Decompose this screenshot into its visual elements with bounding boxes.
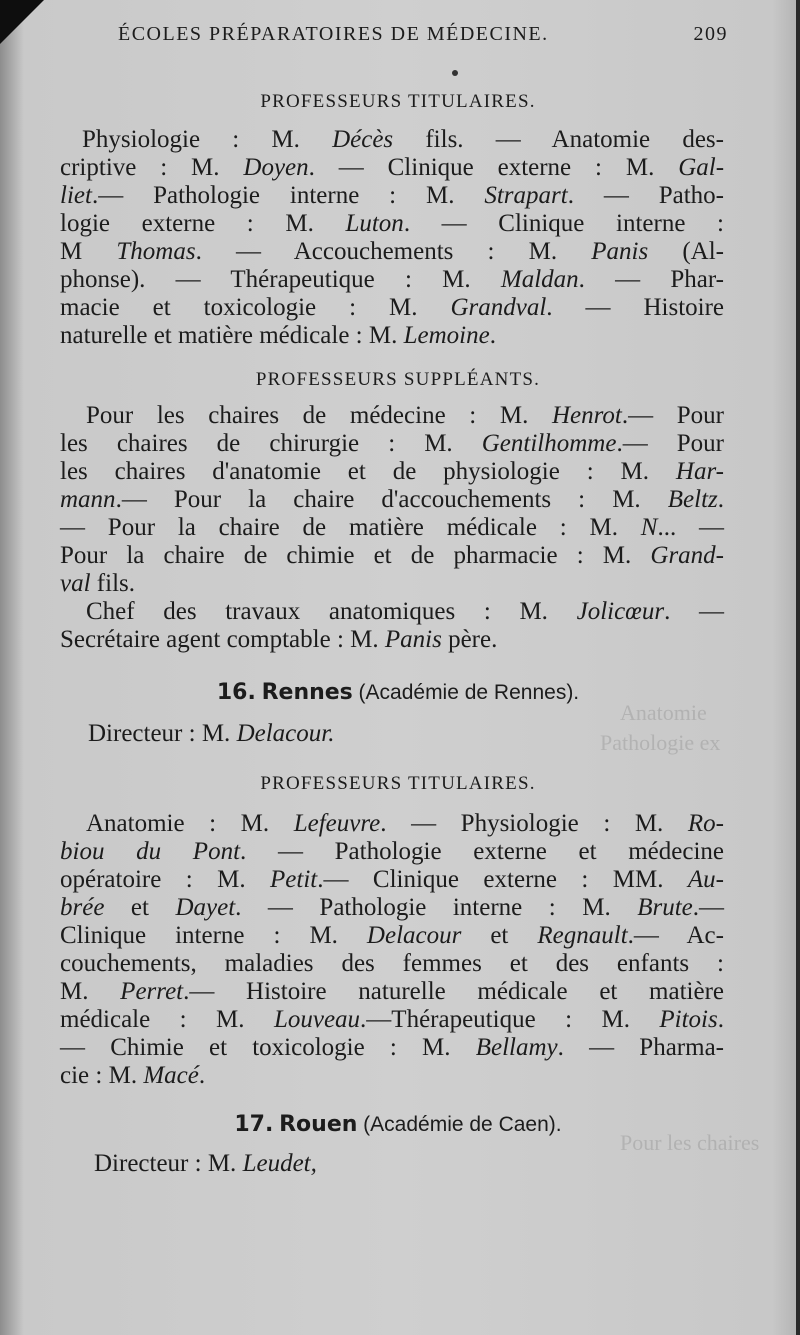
bleed-through: Pathologie ex bbox=[600, 730, 721, 755]
line-text: — Chimie et toxicologie : M. bbox=[60, 1034, 476, 1061]
text-line bbox=[60, 866, 724, 894]
person-name: Doyen bbox=[243, 154, 309, 181]
line-text: .— Pour bbox=[621, 402, 724, 429]
text-line bbox=[60, 514, 724, 542]
text-line bbox=[60, 894, 724, 922]
line-text: (Al- bbox=[648, 238, 724, 265]
line-text: .— Histoire naturelle médicale et matière bbox=[183, 978, 724, 1005]
person-name: Au- bbox=[687, 866, 724, 893]
person-name: Gal- bbox=[678, 154, 725, 181]
directeur-label: Directeur : M. bbox=[88, 720, 237, 747]
line-text: . — Phar- bbox=[578, 266, 725, 293]
line-text: . — Clinique externe : M. bbox=[308, 154, 679, 181]
text-line bbox=[60, 266, 724, 294]
line-text: criptive : M. bbox=[60, 154, 244, 181]
text-line bbox=[60, 838, 724, 866]
person-name: biou du Pont bbox=[60, 838, 241, 865]
line-text: les chaires de chirurgie : M. bbox=[60, 430, 482, 457]
person-name: val bbox=[60, 570, 91, 597]
text-line bbox=[60, 570, 724, 598]
directeur-line-rouen bbox=[94, 1150, 796, 1178]
text-line bbox=[60, 486, 724, 514]
page-corner-shadow bbox=[0, 0, 44, 44]
line-text: cie : M. bbox=[60, 1062, 144, 1089]
heading-professeurs-titulaires: PROFESSEURS TITULAIRES. bbox=[260, 91, 536, 112]
directeur-label: Directeur : M. bbox=[94, 1150, 243, 1177]
text-line bbox=[60, 238, 724, 266]
line-text: . — Pharma- bbox=[557, 1034, 724, 1061]
person-name: Macé bbox=[143, 1062, 199, 1089]
person-name: Panis bbox=[591, 238, 649, 265]
text-line bbox=[60, 154, 724, 182]
section-number: 16. bbox=[216, 680, 256, 705]
text-line bbox=[60, 322, 724, 350]
line-text: . — Pathologie interne : M. bbox=[235, 894, 638, 921]
academy-label: (Académie de Caen). bbox=[363, 1113, 562, 1136]
line-text: . — Clinique interne : bbox=[403, 210, 724, 237]
person-name: Bellamy bbox=[475, 1034, 558, 1061]
person-name: Luton bbox=[345, 210, 404, 237]
person-name: Décès bbox=[332, 126, 394, 153]
line-text: père. bbox=[441, 626, 498, 653]
person-name: Har- bbox=[675, 458, 724, 485]
line-text: Secrétaire agent comptable : M. bbox=[60, 626, 385, 653]
line-text: M. bbox=[60, 978, 121, 1005]
person-name: N bbox=[640, 514, 658, 541]
person-name: Pitois bbox=[659, 1006, 718, 1033]
text-line bbox=[86, 402, 724, 430]
text-line bbox=[60, 626, 724, 654]
person-name: Regnault bbox=[537, 922, 628, 949]
line-text: .— Pour bbox=[616, 430, 724, 457]
text-line bbox=[60, 182, 724, 210]
running-head bbox=[118, 20, 728, 48]
line-text: .— Pour la chaire d'accouchements : M. bbox=[115, 486, 668, 513]
person-name: Lemoine bbox=[403, 322, 490, 349]
line-text: . bbox=[198, 1062, 206, 1089]
line-text: couchements, maladies des femmes et des enfants : bbox=[60, 950, 724, 977]
person-name: mann bbox=[60, 486, 116, 513]
person-name: Beltz bbox=[667, 486, 718, 513]
line-text: .—Thérapeutique : M. bbox=[360, 1006, 660, 1033]
person-name: Dayet bbox=[175, 894, 236, 921]
text-line bbox=[60, 922, 724, 950]
line-text: logie externe : M. bbox=[60, 210, 346, 237]
person-name: Ro- bbox=[687, 810, 724, 837]
person-name: Petit bbox=[270, 866, 318, 893]
line-text: macie et toxicologie : M. bbox=[60, 294, 451, 321]
line-text: . bbox=[489, 322, 496, 349]
line-text: et bbox=[104, 894, 176, 921]
line-text: et bbox=[461, 922, 538, 949]
text-line bbox=[60, 430, 724, 458]
heading-professeurs-suppleants: PROFESSEURS SUPPLÉANTS. bbox=[255, 369, 541, 390]
line-text: fils. — Anatomie des- bbox=[393, 126, 724, 153]
directeur-name: Delacour. bbox=[236, 720, 335, 747]
person-name: Maldan bbox=[500, 266, 579, 293]
line-text: Chef des travaux anatomiques : M. bbox=[86, 598, 577, 625]
text-line bbox=[60, 950, 724, 978]
line-text: naturelle et matière médicale : M. bbox=[60, 322, 404, 349]
line-text: fils. bbox=[90, 570, 135, 597]
person-name: Grand- bbox=[650, 542, 724, 569]
person-name: Strapart bbox=[484, 182, 568, 209]
line-text: phonse). — Thérapeutique : M. bbox=[60, 266, 501, 293]
ink-dot bbox=[452, 70, 458, 76]
text-line bbox=[82, 126, 724, 154]
text-line bbox=[60, 294, 724, 322]
person-name: Louveau bbox=[273, 1006, 361, 1033]
bleed-through: Pour les chaires bbox=[620, 1130, 760, 1155]
line-text: .— Pathologie interne : M. bbox=[91, 182, 485, 209]
person-name: Jolicœur bbox=[576, 598, 665, 625]
person-name: liet bbox=[60, 182, 92, 209]
running-head-title: ÉCOLES PRÉPARATOIRES DE MÉDECINE. bbox=[118, 23, 549, 45]
line-text: Pour les chaires de médecine : M. bbox=[86, 402, 552, 429]
line-text: — Pour la chaire de matière médicale : M. bbox=[60, 514, 641, 541]
line-text: .— Ac- bbox=[627, 922, 724, 949]
person-name: brée bbox=[60, 894, 105, 921]
person-name: Henrot bbox=[551, 402, 622, 429]
line-text: . bbox=[717, 486, 724, 513]
text-line bbox=[60, 1034, 724, 1062]
line-text: . — Accouchements : M. bbox=[195, 238, 592, 265]
line-text: les chaires d'anatomie et de physiologie : M. bbox=[60, 458, 676, 485]
line-text: Pour la chaire de chimie et de pharmacie : M. bbox=[60, 542, 651, 569]
person-name: Panis bbox=[384, 626, 442, 653]
person-name: Lefeuvre bbox=[293, 810, 381, 837]
text-line bbox=[86, 598, 724, 626]
directeur-name: Leudet, bbox=[242, 1150, 317, 1177]
line-text: .— Clinique externe : MM. bbox=[317, 866, 688, 893]
line-text: M bbox=[60, 238, 117, 265]
line-text: . — Pathologie externe et médecine bbox=[240, 838, 724, 865]
text-line bbox=[60, 542, 724, 570]
academy-label: (Académie de Rennes). bbox=[358, 681, 580, 704]
text-line bbox=[86, 810, 724, 838]
line-text: médicale : M. bbox=[60, 1006, 274, 1033]
line-text: .— bbox=[692, 894, 724, 921]
line-text: . — Patho- bbox=[567, 182, 724, 209]
section-17-rouen bbox=[0, 1110, 796, 1139]
line-text: . — Histoire bbox=[546, 294, 725, 321]
page-number: 209 bbox=[693, 23, 728, 45]
directeur-line-rennes bbox=[88, 720, 796, 748]
text-line bbox=[60, 978, 724, 1006]
person-name: Delacour bbox=[366, 922, 462, 949]
text-line bbox=[60, 458, 724, 486]
person-name: Perret bbox=[120, 978, 184, 1005]
line-text: Clinique interne : M. bbox=[60, 922, 367, 949]
section-number: 17. bbox=[234, 1112, 274, 1137]
text-line bbox=[60, 1062, 724, 1090]
person-name: Grandval bbox=[450, 294, 547, 321]
line-text: ... — bbox=[657, 514, 725, 541]
city-name: Rouen bbox=[279, 1112, 358, 1137]
line-text: opératoire : M. bbox=[60, 866, 271, 893]
line-text: . — bbox=[664, 598, 724, 625]
city-name: Rennes bbox=[261, 680, 353, 705]
line-text: . — Physiologie : M. bbox=[380, 810, 688, 837]
text-line bbox=[60, 1006, 724, 1034]
heading-professeurs-titulaires-rennes: PROFESSEURS TITULAIRES. bbox=[260, 773, 536, 794]
text-line bbox=[60, 210, 724, 238]
line-text: Anatomie : M. bbox=[86, 810, 294, 837]
line-text: Physiologie : M. bbox=[82, 126, 333, 153]
section-16-rennes bbox=[0, 678, 796, 707]
line-text: . bbox=[717, 1006, 724, 1033]
person-name: Gentilhomme bbox=[481, 430, 617, 457]
person-name: Thomas bbox=[116, 238, 196, 265]
bleed-through: Anatomie bbox=[620, 700, 707, 725]
person-name: Brute bbox=[637, 894, 693, 921]
